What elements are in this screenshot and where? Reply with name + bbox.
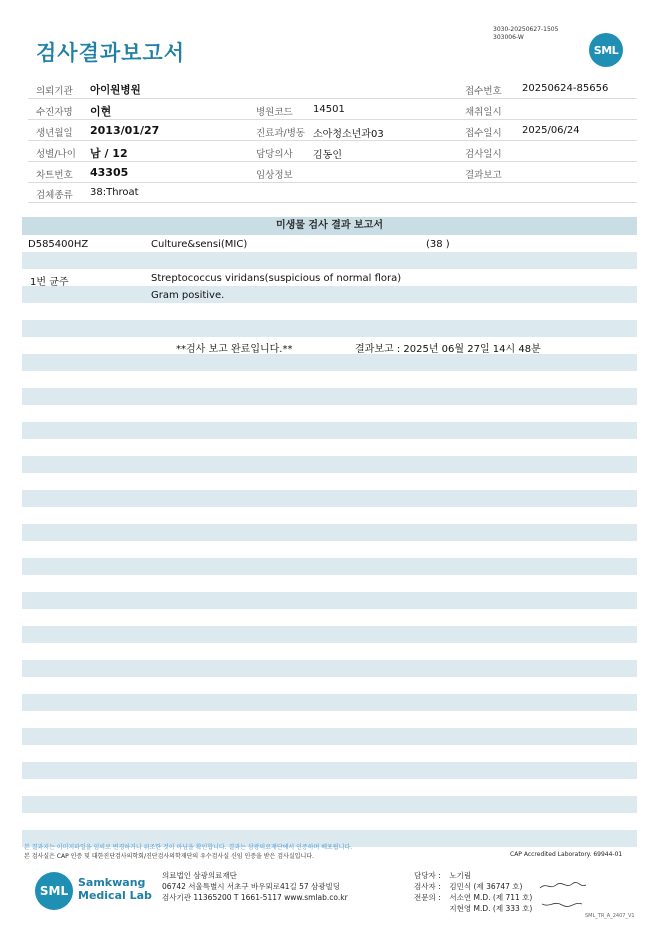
- complete-message: **검사 보고 완료입니다.**: [176, 344, 293, 355]
- specimen-value: 38:Throat: [90, 187, 139, 198]
- test-code-num: (38 ): [426, 239, 450, 250]
- result-stripe: [22, 626, 637, 643]
- tester-value: 김민식 (제 36747 호): [449, 882, 523, 891]
- result-stripe: [22, 762, 637, 779]
- birth-value: 2013/01/27: [90, 124, 160, 137]
- ref-code-2: 303006-W: [493, 34, 524, 41]
- test-code: D585400HZ: [28, 239, 89, 250]
- result-stripe: [22, 490, 637, 507]
- specialist-signature: [540, 898, 584, 910]
- sex-age-value: 남 / 12: [90, 147, 128, 160]
- staff-label: 담당자 :: [414, 871, 441, 880]
- receipt-date-value: 2025/06/24: [522, 125, 580, 136]
- patient-label: 수진자명: [36, 107, 73, 118]
- info-row-4: [28, 142, 637, 162]
- result-stripe: [22, 422, 637, 439]
- sml-logo-bottom: SML: [35, 872, 73, 910]
- req-org-value: 아이원병원: [90, 84, 141, 96]
- receipt-no-label: 접수번호: [465, 86, 502, 97]
- result-stripe: [22, 558, 637, 575]
- result-stripe: [22, 728, 637, 745]
- doctor-label: 담당의사: [256, 149, 293, 160]
- dept-label: 진료과/병동: [256, 128, 306, 139]
- specimen-label: 검체종류: [36, 190, 73, 201]
- report-time: 결과보고 : 2025년 06월 27일 14시 48분: [355, 344, 541, 355]
- doctor-value: 김동인: [313, 150, 342, 161]
- result-stripe: [22, 524, 637, 541]
- hospital-code-value: 14501: [313, 104, 345, 115]
- birth-label: 생년월일: [36, 128, 73, 139]
- result-stripe: [22, 592, 637, 609]
- result-report-label: 결과보고: [465, 170, 502, 181]
- result-stripe: [22, 660, 637, 677]
- patient-value: 이현: [90, 105, 112, 118]
- info-row-3: [28, 121, 637, 141]
- strain-name: Streptococcus viridans(suspicious of normal flora): [151, 273, 402, 284]
- req-org-label: 의뢰기관: [36, 86, 73, 97]
- addr-line-1: 의료법인 삼광의료재단: [162, 871, 237, 880]
- hospital-code-label: 병원코드: [256, 107, 293, 118]
- specialist-label: 전문의 :: [414, 893, 441, 902]
- result-stripe: [22, 694, 637, 711]
- tester-signature: [538, 880, 588, 892]
- brand-line-2: Medical Lab: [78, 889, 152, 902]
- brand-name: [78, 876, 152, 902]
- result-stripe: [22, 456, 637, 473]
- sml-logo: SML: [589, 33, 623, 67]
- collect-date-label: 채취일시: [465, 107, 502, 118]
- result-stripe: [22, 388, 637, 405]
- addr-line-3: 검사기관 11365200 T 1661-5117 www.smlab.co.kr: [162, 893, 348, 902]
- gram-stain: Gram positive.: [151, 290, 225, 301]
- addr-line-2: 06742 서울특별시 서초구 바우뫼로41길 57 삼광빌딩: [162, 882, 341, 891]
- sex-age-label: 성별/나이: [36, 149, 76, 160]
- info-row-5: [28, 163, 637, 183]
- staff-value: 노기림: [449, 871, 472, 880]
- receipt-date-label: 접수일시: [465, 128, 502, 139]
- test-name: Culture&sensi(MIC): [151, 239, 248, 250]
- info-row-1: [28, 79, 637, 99]
- result-stripe: [22, 796, 637, 813]
- dept-value: 소아청소년과03: [313, 129, 384, 140]
- notice-image-file: 본 결과지는 이미지파일을 임의로 변경하거나 위조한 것이 아님을 확인합니다. 결과는 삼광의료재단에서 인증하며 배포됩니다.: [24, 844, 353, 851]
- info-row-2: [28, 100, 637, 120]
- result-stripe: [22, 286, 637, 303]
- report-title: 검사결과보고서: [36, 41, 186, 65]
- ref-code-1: 3030-20250627-1505: [493, 26, 559, 33]
- info-row-6: [28, 183, 637, 203]
- reference-codes: [493, 26, 558, 42]
- test-date-label: 검사일시: [465, 149, 502, 160]
- report-section-title: 미생물 검사 결과 보고서: [22, 217, 637, 235]
- notice-cap: 본 검사실은 CAP 인증 및 대한진단검사의학회/진단검사의학재단의 우수검사실 신임 인증을 받은 검사실입니다.: [24, 853, 314, 860]
- result-stripe: [22, 252, 637, 269]
- clinical-label: 임상정보: [256, 170, 293, 181]
- brand-line-1: Samkwang: [78, 876, 146, 889]
- result-stripe: [22, 354, 637, 371]
- signature-block: [414, 870, 532, 914]
- chart-no-label: 차트번호: [36, 170, 73, 181]
- result-stripe: [22, 320, 637, 337]
- specialist-value-2: 지현영 M.D. (제 333 호): [449, 904, 533, 913]
- document-code: SML_TR_A_2407_V1: [585, 913, 635, 919]
- receipt-no-value: 20250624-85656: [522, 83, 609, 94]
- tester-label: 검사자 :: [414, 882, 441, 891]
- cap-accreditation: CAP Accredited Laboratory. 69944-01: [510, 851, 623, 858]
- lab-address: [162, 870, 348, 903]
- strain-label: 1번 균주: [30, 277, 69, 288]
- specialist-value-1: 서소연 M.D. (제 711 호): [449, 893, 533, 902]
- chart-no-value: 43305: [90, 166, 129, 179]
